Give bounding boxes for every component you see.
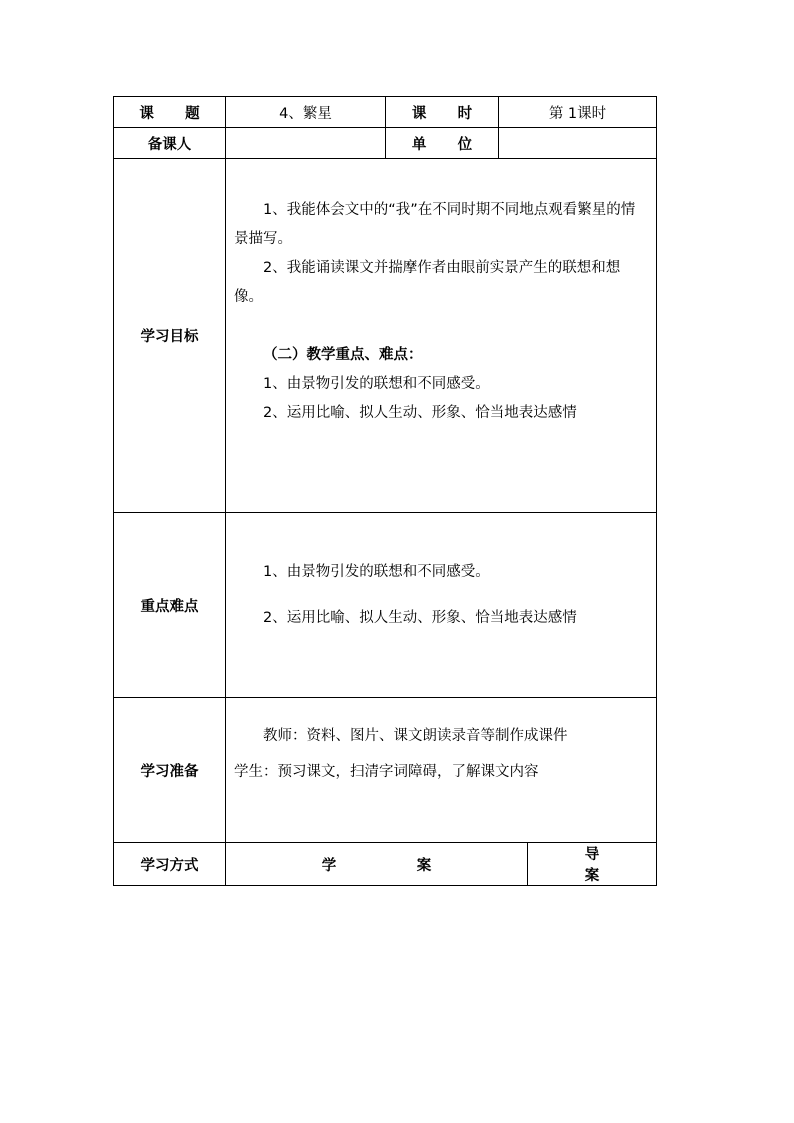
preparation-teacher: 教师：资料、图片、课文朗读录音等制作成课件 bbox=[263, 728, 568, 744]
preparer-value bbox=[226, 128, 386, 159]
preparation-row bbox=[114, 698, 657, 843]
period-label: 课 时 bbox=[386, 97, 499, 128]
objective-item-2: 2、我能诵读课文并揣摩作者由眼前实景产生的联想和想像。 bbox=[234, 260, 621, 305]
objectives-row bbox=[114, 159, 657, 513]
objective-item-1: 1、我能体会文中的“我”在不同时期不同地点观看繁星的情景描写。 bbox=[234, 202, 636, 247]
preparation-content bbox=[226, 698, 657, 843]
objectives-subheading: （二）教学重点、难点： bbox=[263, 347, 423, 363]
key-points-row bbox=[114, 513, 657, 698]
objectives-label: 学习目标 bbox=[114, 159, 226, 513]
key-point-item-1: 1、由景物引发的联想和不同感受。 bbox=[263, 564, 490, 580]
preparer-row bbox=[114, 128, 657, 159]
topic-row bbox=[114, 97, 657, 128]
guide-plan-label: 导 案 bbox=[528, 843, 657, 886]
period-value: 第 1课时 bbox=[499, 97, 657, 128]
study-plan-label: 学 案 bbox=[226, 843, 528, 886]
preparer-label: 备课人 bbox=[114, 128, 226, 159]
objective-point-1: 1、由景物引发的联想和不同感受。 bbox=[263, 376, 490, 392]
key-points-label: 重点难点 bbox=[114, 513, 226, 698]
unit-label: 单 位 bbox=[386, 128, 499, 159]
method-row bbox=[114, 843, 657, 886]
topic-value: 4、繁星 bbox=[226, 97, 386, 128]
key-points-content bbox=[226, 513, 657, 698]
key-point-item-2: 2、运用比喻、拟人生动、形象、恰当地表达感情 bbox=[263, 610, 577, 626]
method-label: 学习方式 bbox=[114, 843, 226, 886]
objective-point-2: 2、运用比喻、拟人生动、形象、恰当地表达感情 bbox=[263, 405, 577, 421]
preparation-label: 学习准备 bbox=[114, 698, 226, 843]
preparation-student: 学生：预习课文，扫清字词障碍，了解课文内容 bbox=[234, 764, 539, 780]
objectives-content bbox=[226, 159, 657, 513]
topic-label: 课 题 bbox=[114, 97, 226, 128]
unit-value bbox=[499, 128, 657, 159]
lesson-plan-table bbox=[113, 96, 657, 886]
